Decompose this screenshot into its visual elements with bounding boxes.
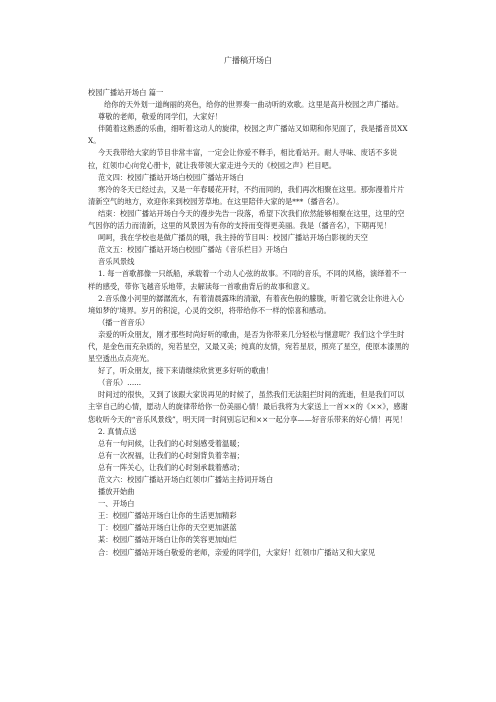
document-body xyxy=(88,87,411,559)
paragraph: 2.音乐像小河里的潺潺流水，有着清晨露珠的清澈，有着夜色般的朦胧，听着它就会让你进入心境如梦的'境界。岁月的积淀，心灵的交织，将带给你不一样的惊喜和感动。 xyxy=(88,293,405,315)
paragraph: 一、开场白 xyxy=(98,499,135,509)
paragraph: 音乐风景线 xyxy=(98,257,135,267)
paragraph: 今天我带给大家的节目非常丰富，一定会让你爱不释手，相比看站开。耐人寻味、废话不多说拉，红领巾心向党心册卡，就让我带领大家走进今天的《校园之声》栏目吧。 xyxy=(88,148,398,170)
paragraph: 尊敬的老师，敬爱的同学们，大家好！ xyxy=(98,112,223,122)
paragraph: 播放开始曲 xyxy=(98,487,135,497)
paragraph: 寒冷的冬天已经过去，又是一年春暖花开时，不约而同的，我们再次相聚在这里。那弥漫着片片清新空气的地方，欢迎你来到校园芳草地。在这里陪伴大家的是***（播音名）。 xyxy=(88,184,405,206)
paragraph: 总有一阵关心，让我们的心时刻承载着感动； xyxy=(98,462,244,472)
paragraph: 合：校园广播站开场白敬爱的老师，亲爱的同学们，大家好！红领巾广播站又和大家见 xyxy=(98,547,376,557)
paragraph: 范文六：校园广播站开场白红领巾广播站主持词开场白 xyxy=(98,475,274,484)
paragraph: 总有一句问候，让我们的心时刻感受着温暖； xyxy=(98,438,244,448)
paragraph: 范文五：校园广播站开场白校园广播站《音乐栏目》开场白 xyxy=(98,245,288,255)
paragraph: 时间过的很快，又到了该跟大家说再见的时候了，虽然我们无法阻拦时间的流逝，但是我们可以主宰自己的心情，愿动人的旋律带给你一份美丽心情！最后我将为大家送上一首××的《××》，感谢您收听今天的“音乐风景线”，明天同一时间别忘记和××一起分享——好音乐带来的好心情！再见！ xyxy=(88,390,408,424)
paragraph: （播一首音乐） xyxy=(98,317,150,327)
paragraph: 好了，听众朋友，接下来请继续欣赏更多好听的歌曲！ xyxy=(98,366,274,376)
paragraph: 给你的天外划一道绚丽的亮色，给你的世界奏一曲动听的欢歌。这里是高升校园之声广播站。 xyxy=(104,100,404,110)
paragraph: 2. 真情点送 xyxy=(98,426,137,436)
paragraph: 某：校园广播站开场白让你的笑容更加灿烂 xyxy=(98,535,237,545)
document-title: 广播稿开场白 xyxy=(224,56,272,65)
paragraph: 范文四：校园广播站开场白校园广播站开场白 xyxy=(98,172,244,182)
paragraph: （音乐）...... xyxy=(98,378,142,388)
paragraph: 王：校园广播站开场白让你的生活更加精彩 xyxy=(98,511,237,521)
paragraph: 1. 每一首歌都像一只纸船，承载着一个动人心弦的故事。不同的音乐，不同的风格，演绎着不一样的感受，带你飞越音乐地带，去解读每一首歌曲背后的故事和意义。 xyxy=(88,269,407,291)
paragraph: 总有一次祝福，让我们的心时刻背负着幸福； xyxy=(98,450,244,460)
paragraph: 丁：校园广播站开场白让你的天空更加湛蓝 xyxy=(98,523,237,533)
paragraph: 伴随着这熟悉的乐曲，细听着这动人的旋律，校园之声广播站又如期和你见面了，我是播音员XXX。 xyxy=(88,124,408,146)
paragraph: 结束：校园广播站开场白今天的漫步先告一段落，希望下次我们依然能够相聚在这里，这里的空气因你的活力而清新，这里的风景因为有你的支持而变得更美丽。我是（播音名），下期再见！ xyxy=(88,208,405,231)
paragraph: 呵呵，我在学校也是做广播员的哦，我主持的节目叫：校园广播站开场白影视的天空 xyxy=(98,233,368,243)
paragraph: 校园广播站开场白 篇一 xyxy=(88,88,164,97)
paragraph: 亲爱的听众朋友，刚才那些时尚好听的歌曲，是否为你带来几分轻松与惬意呢？我们这个学生时代，是金色而充杂质的，宛若星空，又最又美；纯真的友情，宛若星辰，照亮了星空，使原本漆黑的星空透出点点亮光。 xyxy=(88,329,410,364)
